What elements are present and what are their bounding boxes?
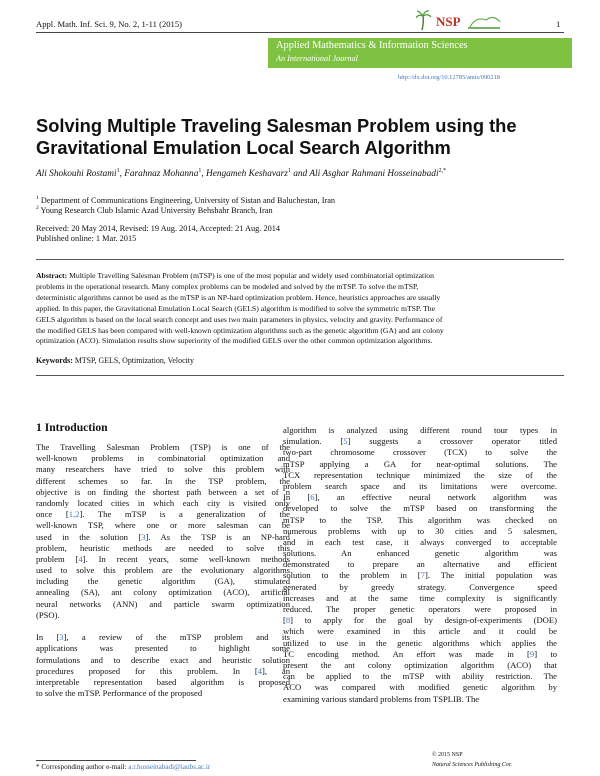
author-name: Ali Asghar Rahmani Hosseinabadi <box>309 169 439 180</box>
body-text-line: numerous problems with up to 30 cities and 5 salesmen, <box>283 525 557 536</box>
body-text-line: objective is on finding the shortest path between a set of n <box>36 486 290 497</box>
body-text-line: TCX representation technique minimized the size of the <box>283 469 557 480</box>
affiliation-text: Young Research Club Islamic Azad University Behshahr Branch, Iran <box>40 205 273 215</box>
citation-link[interactable]: 1,2 <box>68 509 80 520</box>
logo-text: NSP <box>436 14 461 29</box>
abstract-label: Abstract: <box>36 271 68 280</box>
body-text-line: simulation. [5] suggests a crossover operator titled <box>283 436 557 447</box>
body-text-line: (PSO). <box>36 609 60 620</box>
affiliation-1 <box>36 195 335 205</box>
body-text-line: used in the solution [3]. As the TSP is an NP-hard <box>36 531 290 542</box>
body-text-line: well-known problems in combinatorial optimization and <box>36 453 290 464</box>
author-list: Ali Shokouhi Rostami$^1$, Farahnaz Mohanna$^1$, Hengameh Keshavarz$^1$ and Ali Asghar Rahmani Hosseinabadi$^{2,*}$ <box>36 168 447 180</box>
body-text-line: TC encoding method. An effort was made in [9] to <box>283 648 558 659</box>
body-text-line: In [6], an effective neural network algorithm was <box>283 492 557 503</box>
citation-link[interactable]: 5 <box>343 436 348 447</box>
body-text-line: used to solve this problem are the evolutionary algorithms <box>36 565 290 576</box>
body-text-line: different schemes so far. In the TSP problem, the <box>36 475 290 486</box>
body-text-line: examining various standard problems from TSPLIB. The <box>283 693 480 704</box>
body-text-line: can be applied to the mTSP with ability restriction. The <box>283 671 557 682</box>
body-text-line: ACO was compared with modified genetic algorithm by <box>283 682 557 693</box>
body-text-line: many researchers have tried to solve this problem with <box>36 464 290 475</box>
body-text-line: neural networks (ANN) and particle swarm optimization <box>36 598 290 609</box>
body-text-line: well-known TSP, where one or more salesman can be <box>36 520 290 531</box>
body-text-line: interpretable representation based algorithm is proposed <box>36 676 290 687</box>
body-text-line: problem, heuristic methods are needed to solve this <box>36 542 290 553</box>
keywords-label: Keywords: <box>36 356 73 365</box>
body-text-line: solution to the problem in [7]. The initial population was <box>283 570 558 581</box>
copyright-line: © 2015 NSP <box>432 752 463 758</box>
nsp-logo <box>416 10 502 32</box>
body-text-line: In [3], a review of the mTSP problem and its <box>36 632 290 643</box>
body-text-line: algorithm is analyzed using different round tour types in <box>283 425 557 435</box>
body-text-line: including the genetic algorithm (GA), stimulated <box>36 576 290 587</box>
body-text-line: two-part chromosome crossover (TCX) to solve the <box>283 447 557 458</box>
abstract-rule-bottom <box>36 375 564 376</box>
citation-link[interactable]: 4 <box>257 665 262 676</box>
journal-subtitle: An International Journal <box>276 54 358 63</box>
affiliation-text: Department of Communications Engineering, University of Sistan and Baluchestan, Iran <box>40 195 336 205</box>
author-name: Ali Shokouhi Rostami <box>36 169 117 180</box>
body-text-line: generated by greedy strategy. Convergence speed <box>283 581 557 592</box>
author-sup: 1 <box>198 168 202 174</box>
affiliation-sup: 1 <box>36 195 39 201</box>
body-text-line: demonstrated to prepare an alternative and efficient <box>283 559 557 570</box>
body-text-line: present the ant colony optimization algorithm (ACO) that <box>283 659 557 670</box>
doi-link[interactable]: http://dx.doi.org/10.12785/amis/090218 <box>398 74 500 81</box>
published-date: Published online: 1 Mar. 2015 <box>36 234 137 243</box>
citation-link[interactable]: 3 <box>59 632 64 643</box>
body-text-line: developed to solve the mTSP based on transforming the <box>283 503 557 514</box>
affiliation-2 <box>36 205 273 215</box>
affiliation-sup: 2 <box>36 205 39 211</box>
abstract-line: problems in the operational research. Many complex problems can be modeled and solved by the mTSP. To solve the mTSP, <box>36 281 419 291</box>
body-text-line: applications was presented to highlight some <box>36 643 290 654</box>
header-rule <box>36 32 564 33</box>
abstract <box>36 271 564 347</box>
body-text-line: mTSP applying a GA for near-optimal solutions. The <box>283 458 557 469</box>
paper-title <box>36 115 576 159</box>
body-text-line: and in each test case, it always converged to acceptable <box>283 536 557 547</box>
left-column <box>36 442 290 699</box>
body-text-line: annealing (SA), ant colony optimization (ACO), artificial <box>36 587 290 598</box>
received-dates: Received: 20 May 2014, Revised: 19 Aug. 2014, Accepted: 21 Aug. 2014 <box>36 224 281 233</box>
keywords-list: MTSP, GELS, Optimization, Velocity <box>74 356 194 365</box>
journal-name: Applied Mathematics & Information Sciences <box>276 40 468 51</box>
body-text-line: problem [4]. In recent years, some well-known methods <box>36 553 290 564</box>
body-text-line: mTSP to the TSP. This algorithm was checked on <box>283 514 557 525</box>
body-text-line: problem search space and its limitations were overcome. <box>283 480 557 491</box>
section-heading: 1 Introduction <box>36 421 108 434</box>
author-name: Hengameh Keshavarz <box>206 169 288 180</box>
author-name: Farahnaz Mohanna <box>124 169 199 180</box>
abstract-line: GELS algorithm is based on the local search concept and uses two main parameters in physics, velocity and gravity. Performance of <box>36 314 443 324</box>
palm-tree-icon <box>416 11 431 30</box>
citation-link[interactable]: 8 <box>285 615 291 626</box>
body-text-line: which were examined in this article and it could be <box>283 626 557 637</box>
corresponding-author <box>36 763 210 771</box>
footnote-rule <box>36 760 196 761</box>
title-line-2: Gravitational Emulation Local Search Algorithm <box>36 137 451 158</box>
body-text-line: once [1,2]. The mTSP is a generalization of the <box>36 509 290 520</box>
body-text-line: increases and at the same time complexity is significantly <box>283 592 557 603</box>
author-sup: 1 <box>287 168 291 174</box>
title-line-1: Solving Multiple Traveling Salesman Problem using the <box>36 115 517 136</box>
body-text-line: reduced. The proper genetic operators were proposed in <box>283 604 557 614</box>
author-email-link[interactable]: a.r.hosseinabadi@iaubs.ac.ir <box>128 763 211 771</box>
body-text-line: procedures proposed for this problem. In [4], an <box>36 665 290 676</box>
author-sup: 2,* <box>438 168 447 174</box>
abstract-line: applied. In this paper, the Gravitational Emulation Local Search (GELS) algorithm is modified to solve the symmetric mTSP. The <box>36 303 435 313</box>
right-column <box>283 425 557 705</box>
abstract-line: the modified GELS has been compared with well-known optimization algorithms such as the genetic algorithm (GA) and ant colony <box>36 325 444 335</box>
citation-link[interactable]: 7 <box>420 570 425 581</box>
body-text-line: solutions. An enhanced genetic algorithm was <box>283 548 557 559</box>
page-number: 1 <box>556 19 561 29</box>
abstract-line: deterministic algorithms cannot be used as the mTSP is an NP-hard optimization problem. Hence, heuristics approaches are usually <box>36 292 441 302</box>
author-sup: 1 <box>116 168 120 174</box>
body-text-line: utilized to use in the genetic algorithms which applies the <box>283 637 557 648</box>
body-text-line: to solve the mTSP. Performance of the proposed <box>36 688 203 699</box>
body-text-line: formulations and to describe exact and heuristic solution <box>36 654 290 665</box>
abstract-line: Multiple Travelling Salesman Problem (mTSP) is one of the most popular and widely used combinatorial optimization <box>69 271 434 280</box>
citation-link[interactable]: 6 <box>310 492 315 503</box>
citation-link[interactable]: 9 <box>529 648 535 659</box>
journal-citation: Appl. Math. Inf. Sci. 9, No. 2, 1-11 (2015) <box>36 19 182 29</box>
body-text-line: [8] to apply for the goal by design-of-experiments (DOE) <box>283 615 557 626</box>
citation-link[interactable]: 4 <box>78 553 83 564</box>
citation-link[interactable]: 3 <box>141 531 146 542</box>
body-text-line <box>36 621 290 632</box>
footnote-prefix: * Corresponding author e-mail: <box>36 763 129 771</box>
abstract-line: optimization (ACO). Simulation results show superiority of the modified GELS over the other common optimization algorithms. <box>36 336 433 346</box>
keywords <box>36 356 194 365</box>
publisher-line: Natural Sciences Publishing Cor. <box>432 762 512 768</box>
body-text-line: randomly located cities in which each city is visited only <box>36 497 290 508</box>
abstract-rule-top <box>36 259 564 260</box>
body-text-line: The Travelling Salesman Problem (TSP) is one of the <box>36 442 290 452</box>
